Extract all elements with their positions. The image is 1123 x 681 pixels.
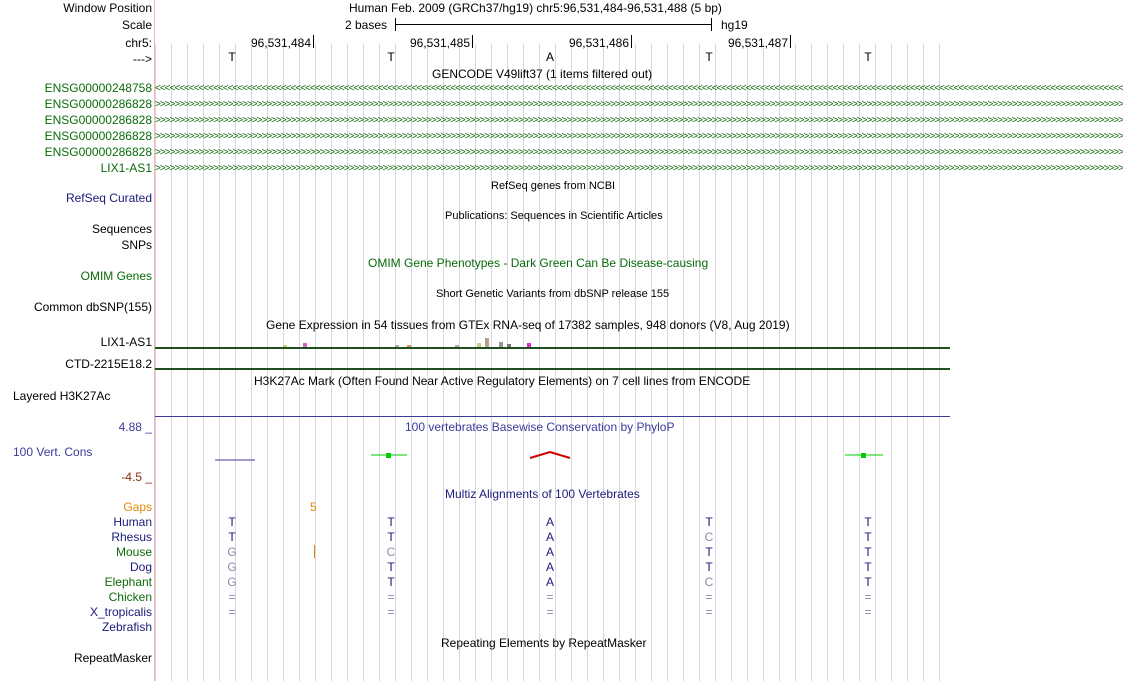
gencode-gene-arrow-line[interactable]: >>>>>>>>>>>>>>>>>>>>>>>>>>>>>>>>>>>>>>>>>>>>>>>>>>>>>>>>>>>>>>>>>>>>>>>>>>>>>>>>>>>>>>>>>>>>>>>>>>>>>>>>>>>>>>>>>>>>>>>>>>>>>>>>>>>>>>>>>>>>>>>>>>>>>>>>>>>>>>>>>>>>>>>>>>>>>>>>>>>>>>>>>>>>>>>>>>>>>>>>	[155, 115, 1123, 126]
publications-track-title: Publications: Sequences in Scientific Articles	[445, 210, 663, 222]
reference-base: T	[705, 50, 713, 64]
alignment-base: T	[387, 575, 395, 589]
gaps-value: 5	[310, 500, 317, 514]
alignment-base: G	[227, 545, 237, 559]
phylop-positive-mark-2	[861, 453, 866, 458]
alignment-base: T	[705, 545, 713, 559]
alignment-base: A	[545, 560, 554, 574]
omim-track-title: OMIM Gene Phenotypes - Dark Green Can Be Disease-causing	[368, 256, 709, 270]
phylop-track-title: 100 vertebrates Basewise Conservation by PhyloP	[405, 420, 675, 434]
phylop-track-label[interactable]: 100 Vert. Cons	[13, 445, 93, 459]
alignment-base: C	[386, 545, 396, 559]
h3k27ac-track-title: H3K27Ac Mark (Often Found Near Active Regulatory Elements) on 7 cell lines from ENCODE	[254, 374, 751, 388]
coordinate-label: 96,531,486	[568, 36, 629, 50]
alignment-base: =	[864, 605, 872, 619]
track-labels-panel	[0, 0, 154, 681]
coordinate-tick	[631, 35, 632, 48]
alignment-base: G	[227, 560, 237, 574]
alignment-base: C	[704, 530, 714, 544]
phylop-conservation-plot	[155, 440, 950, 470]
reference-base: A	[545, 50, 554, 64]
scale-bar	[395, 24, 711, 25]
alignment-base: C	[704, 575, 714, 589]
window-position-label: Window Position	[63, 1, 152, 15]
alignment-base: T	[387, 560, 395, 574]
gencode-gene-arrow-line[interactable]: >>>>>>>>>>>>>>>>>>>>>>>>>>>>>>>>>>>>>>>>>>>>>>>>>>>>>>>>>>>>>>>>>>>>>>>>>>>>>>>>>>>>>>>>>>>>>>>>>>>>>>>>>>>>>>>>>>>>>>>>>>>>>>>>>>>>>>>>>>>>>>>>>>>>>>>>>>>>>>>>>>>>>>>>>>>>>>>>>>>>>>>>>>>>>>>>>>>>>>>>	[155, 131, 1123, 142]
gtex-gene-line-lix1as1	[155, 347, 950, 349]
species-label[interactable]: Zebrafish	[101, 620, 152, 634]
mouse-gap-marker	[314, 545, 315, 558]
phylop-min-label: -4.5 _	[121, 470, 152, 484]
gtex-track-title: Gene Expression in 54 tissues from GTEx RNA-seq of 17382 samples, 948 donors (V8, Aug 2019)	[266, 318, 790, 332]
species-label[interactable]: Rhesus	[111, 530, 152, 544]
gencode-gene-arrow-line[interactable]: >>>>>>>>>>>>>>>>>>>>>>>>>>>>>>>>>>>>>>>>>>>>>>>>>>>>>>>>>>>>>>>>>>>>>>>>>>>>>>>>>>>>>>>>>>>>>>>>>>>>>>>>>>>>>>>>>>>>>>>>>>>>>>>>>>>>>>>>>>>>>>>>>>>>>>>>>>>>>>>>>>>>>>>>>>>>>>>>>>>>>>>>>>>>>>>>>>>>>>>>	[155, 147, 1123, 158]
phylop-negative-peak	[530, 452, 570, 458]
multiz-track-title: Multiz Alignments of 100 Vertebrates	[445, 487, 640, 501]
repeatmasker-label[interactable]: RepeatMasker	[73, 651, 152, 665]
reference-base: T	[387, 50, 395, 64]
snps-label[interactable]: SNPs	[121, 238, 152, 252]
alignment-base: A	[545, 545, 554, 559]
alignment-base: A	[545, 530, 554, 544]
alignment-base: T	[705, 560, 713, 574]
gencode-gene-arrow-line[interactable]: >>>>>>>>>>>>>>>>>>>>>>>>>>>>>>>>>>>>>>>>>>>>>>>>>>>>>>>>>>>>>>>>>>>>>>>>>>>>>>>>>>>>>>>>>>>>>>>>>>>>>>>>>>>>>>>>>>>>>>>>>>>>>>>>>>>>>>>>>>>>>>>>>>>>>>>>>>>>>>>>>>>>>>>>>>>>>>>>>>>>>>>>>>>>>>>>>>>>>>>>	[155, 163, 1123, 174]
gencode-gene-label[interactable]: ENSG00000286828	[44, 145, 152, 159]
alignment-base: T	[228, 515, 236, 529]
species-label[interactable]: Elephant	[104, 575, 152, 589]
gencode-gene-label[interactable]: ENSG00000286828	[44, 129, 152, 143]
alignment-base: A	[545, 575, 554, 589]
coordinate-label: 96,531,484	[250, 36, 311, 50]
alignment-base: T	[705, 515, 713, 529]
gtex-gene-line-ctd	[155, 368, 950, 370]
phylop-positive-mark-1	[386, 453, 391, 458]
refseq-track-title: RefSeq genes from NCBI	[491, 180, 616, 192]
species-label[interactable]: Dog	[129, 560, 152, 574]
reference-base: T	[864, 50, 872, 64]
coordinate-label: 96,531,487	[727, 36, 788, 50]
scale-bar-right-tick	[711, 18, 712, 31]
species-label[interactable]: Human	[113, 515, 152, 529]
sequences-label[interactable]: Sequences	[91, 222, 152, 236]
alignment-base: =	[387, 590, 395, 604]
alignment-base: T	[864, 515, 872, 529]
scale-label: Scale	[121, 18, 152, 32]
alignment-base: T	[228, 530, 236, 544]
refseq-curated-label[interactable]: RefSeq Curated	[65, 191, 152, 205]
alignment-base: =	[864, 590, 872, 604]
coordinate-tick	[790, 35, 791, 48]
alignment-base: A	[545, 515, 554, 529]
species-label[interactable]: Mouse	[115, 545, 152, 559]
gencode-gene-arrow-line[interactable]: <<<<<<<<<<<<<<<<<<<<<<<<<<<<<<<<<<<<<<<<<<<<<<<<<<<<<<<<<<<<<<<<<<<<<<<<<<<<<<<<<<<<<<<<<<<<<<<<<<<<<<<<<<<<<<<<<<<<<<<<<<<<<<<<<<<<<<<<<<<<<<<<<<<<<<<<<<<<<<<<<<<<<<<<<<<<<<<<<<<<<<<<<<<<<<<<<<<<<<<<	[155, 83, 1123, 94]
gtex-gene-label-lix1as1[interactable]: LIX1-AS1	[100, 335, 152, 349]
omim-genes-label[interactable]: OMIM Genes	[80, 269, 152, 283]
scale-value: 2 bases	[345, 18, 388, 32]
alignment-base: =	[387, 605, 395, 619]
reference-base: T	[228, 50, 236, 64]
gencode-gene-label[interactable]: ENSG00000248758	[44, 81, 152, 95]
alignment-base: G	[227, 575, 237, 589]
phylop-max-label: 4.88 _	[118, 420, 152, 434]
dbsnp-track-title: Short Genetic Variants from dbSNP release 155	[436, 288, 670, 300]
species-label[interactable]: X_tropicalis	[89, 605, 152, 619]
strand-label: --->	[133, 52, 152, 66]
alignment-base: =	[546, 590, 554, 604]
alignment-base: =	[705, 590, 713, 604]
scale-assembly: hg19	[721, 18, 748, 32]
gaps-label[interactable]: Gaps	[123, 500, 152, 514]
track-image-panel[interactable]	[155, 0, 1123, 681]
alignment-base: T	[864, 575, 872, 589]
coordinate-label: 96,531,485	[409, 36, 470, 50]
gtex-gene-label-ctd[interactable]: CTD-2215E18.2	[65, 357, 152, 371]
gencode-gene-label[interactable]: LIX1-AS1	[100, 161, 152, 175]
scale-bar-left-tick	[395, 18, 396, 31]
alignment-base: T	[864, 545, 872, 559]
alignment-base: =	[228, 590, 236, 604]
alignment-base: =	[546, 605, 554, 619]
chr-label: chr5:	[125, 36, 152, 50]
layered-h3k27ac-label[interactable]: Layered H3K27Ac	[13, 389, 111, 403]
gencode-gene-label[interactable]: ENSG00000286828	[44, 97, 152, 111]
h3k27ac-signal-line	[155, 416, 950, 417]
window-position-value: Human Feb. 2009 (GRCh37/hg19) chr5:96,531,484-96,531,488 (5 bp)	[349, 1, 722, 15]
alignment-base: =	[228, 605, 236, 619]
alignment-base: T	[387, 530, 395, 544]
coordinate-tick	[472, 35, 473, 48]
gencode-gene-label[interactable]: ENSG00000286828	[44, 113, 152, 127]
alignment-base: T	[387, 515, 395, 529]
alignment-base: =	[705, 605, 713, 619]
repeatmasker-track-title: Repeating Elements by RepeatMasker	[441, 636, 647, 650]
species-label[interactable]: Chicken	[108, 590, 152, 604]
coordinate-tick	[313, 35, 314, 48]
alignment-base: T	[864, 560, 872, 574]
gencode-track-title: GENCODE V49lift37 (1 items filtered out)	[432, 67, 653, 81]
common-dbsnp-label[interactable]: Common dbSNP(155)	[33, 300, 152, 314]
alignment-base: T	[864, 530, 872, 544]
gencode-gene-arrow-line[interactable]: >>>>>>>>>>>>>>>>>>>>>>>>>>>>>>>>>>>>>>>>>>>>>>>>>>>>>>>>>>>>>>>>>>>>>>>>>>>>>>>>>>>>>>>>>>>>>>>>>>>>>>>>>>>>>>>>>>>>>>>>>>>>>>>>>>>>>>>>>>>>>>>>>>>>>>>>>>>>>>>>>>>>>>>>>>>>>>>>>>>>>>>>>>>>>>>>>>>>>>>>	[155, 99, 1123, 110]
